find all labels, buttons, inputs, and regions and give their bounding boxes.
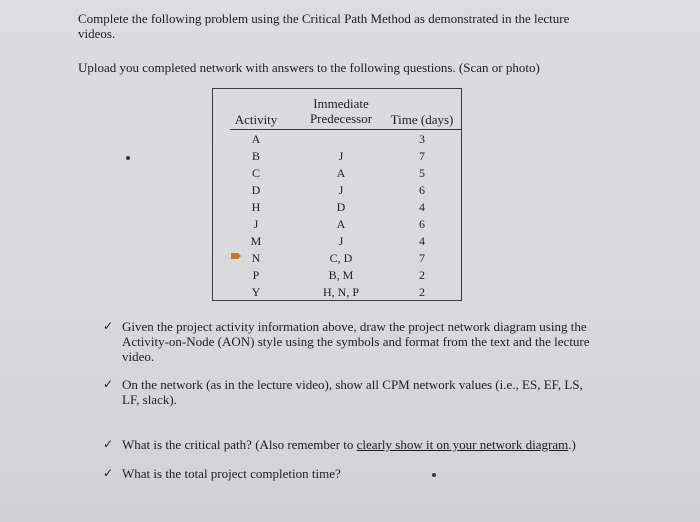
row-p-predecessor: B, M bbox=[328, 268, 354, 282]
header-predecessor-line2: Predecessor bbox=[309, 111, 373, 126]
row-m-activity: M bbox=[250, 234, 262, 248]
header-time: Time (days) bbox=[390, 112, 454, 127]
question-2: On the network (as in the lecture video), show all CPM network values (i.e., ES, EF, LS, LF, slack). bbox=[122, 377, 583, 407]
row-j-time: 6 bbox=[419, 217, 425, 231]
stray-mark-dot bbox=[126, 156, 130, 160]
row-n-activity: N bbox=[251, 251, 261, 265]
row-a-activity: A bbox=[251, 132, 261, 146]
row-h-time: 4 bbox=[419, 200, 425, 214]
row-y-activity: Y bbox=[251, 285, 261, 299]
row-a-time: 3 bbox=[419, 132, 425, 146]
header-rule bbox=[230, 129, 461, 130]
row-p-time: 2 bbox=[419, 268, 425, 282]
intro-text: Complete the following problem using the Critical Path Method as demonstrated in the lecture videos. bbox=[78, 11, 570, 41]
header-predecessor bbox=[301, 96, 381, 126]
row-d-predecessor: J bbox=[338, 183, 344, 197]
check-icon: ✓ bbox=[103, 466, 114, 480]
question-3 bbox=[122, 437, 602, 452]
row-c-predecessor: A bbox=[336, 166, 346, 180]
row-y-time: 2 bbox=[419, 285, 425, 299]
row-b-activity: B bbox=[251, 149, 260, 163]
row-y-predecessor: H, N, P bbox=[322, 285, 359, 299]
header-activity: Activity bbox=[234, 112, 278, 127]
question-4: What is the total project completion time? bbox=[122, 466, 341, 481]
row-d-time: 6 bbox=[419, 183, 425, 197]
row-p-activity: P bbox=[252, 268, 260, 282]
activity-table bbox=[212, 88, 462, 301]
row-n-predecessor: C, D bbox=[329, 251, 353, 265]
row-h-predecessor: D bbox=[336, 200, 346, 214]
question-1: Given the project activity information above, draw the project network diagram using the Activity-on-Node (AON) style using the symbols and format from the text and the lecture video. bbox=[122, 319, 590, 364]
question-3-before: What is the critical path? (Also remember to bbox=[122, 437, 357, 452]
check-icon: ✓ bbox=[103, 437, 114, 451]
row-j-activity: J bbox=[253, 217, 259, 231]
pointer-icon bbox=[230, 251, 242, 261]
upload-instruction: Upload you completed network with answers to the following questions. (Scan or photo) bbox=[78, 60, 540, 75]
row-b-predecessor: J bbox=[338, 149, 344, 163]
header-predecessor-line1: Immediate bbox=[313, 96, 369, 111]
row-m-time: 4 bbox=[419, 234, 425, 248]
row-h-activity: H bbox=[251, 200, 261, 214]
row-d-activity: D bbox=[251, 183, 261, 197]
question-3-after: .) bbox=[568, 437, 576, 452]
check-icon: ✓ bbox=[103, 319, 114, 333]
row-b-time: 7 bbox=[419, 149, 425, 163]
row-c-activity: C bbox=[251, 166, 260, 180]
row-c-time: 5 bbox=[419, 166, 425, 180]
row-j-predecessor: A bbox=[336, 217, 346, 231]
row-n-time: 7 bbox=[419, 251, 425, 265]
question-3-underlined: clearly show it on your network diagram bbox=[356, 437, 569, 452]
row-m-predecessor: J bbox=[338, 234, 344, 248]
check-icon: ✓ bbox=[103, 377, 114, 391]
